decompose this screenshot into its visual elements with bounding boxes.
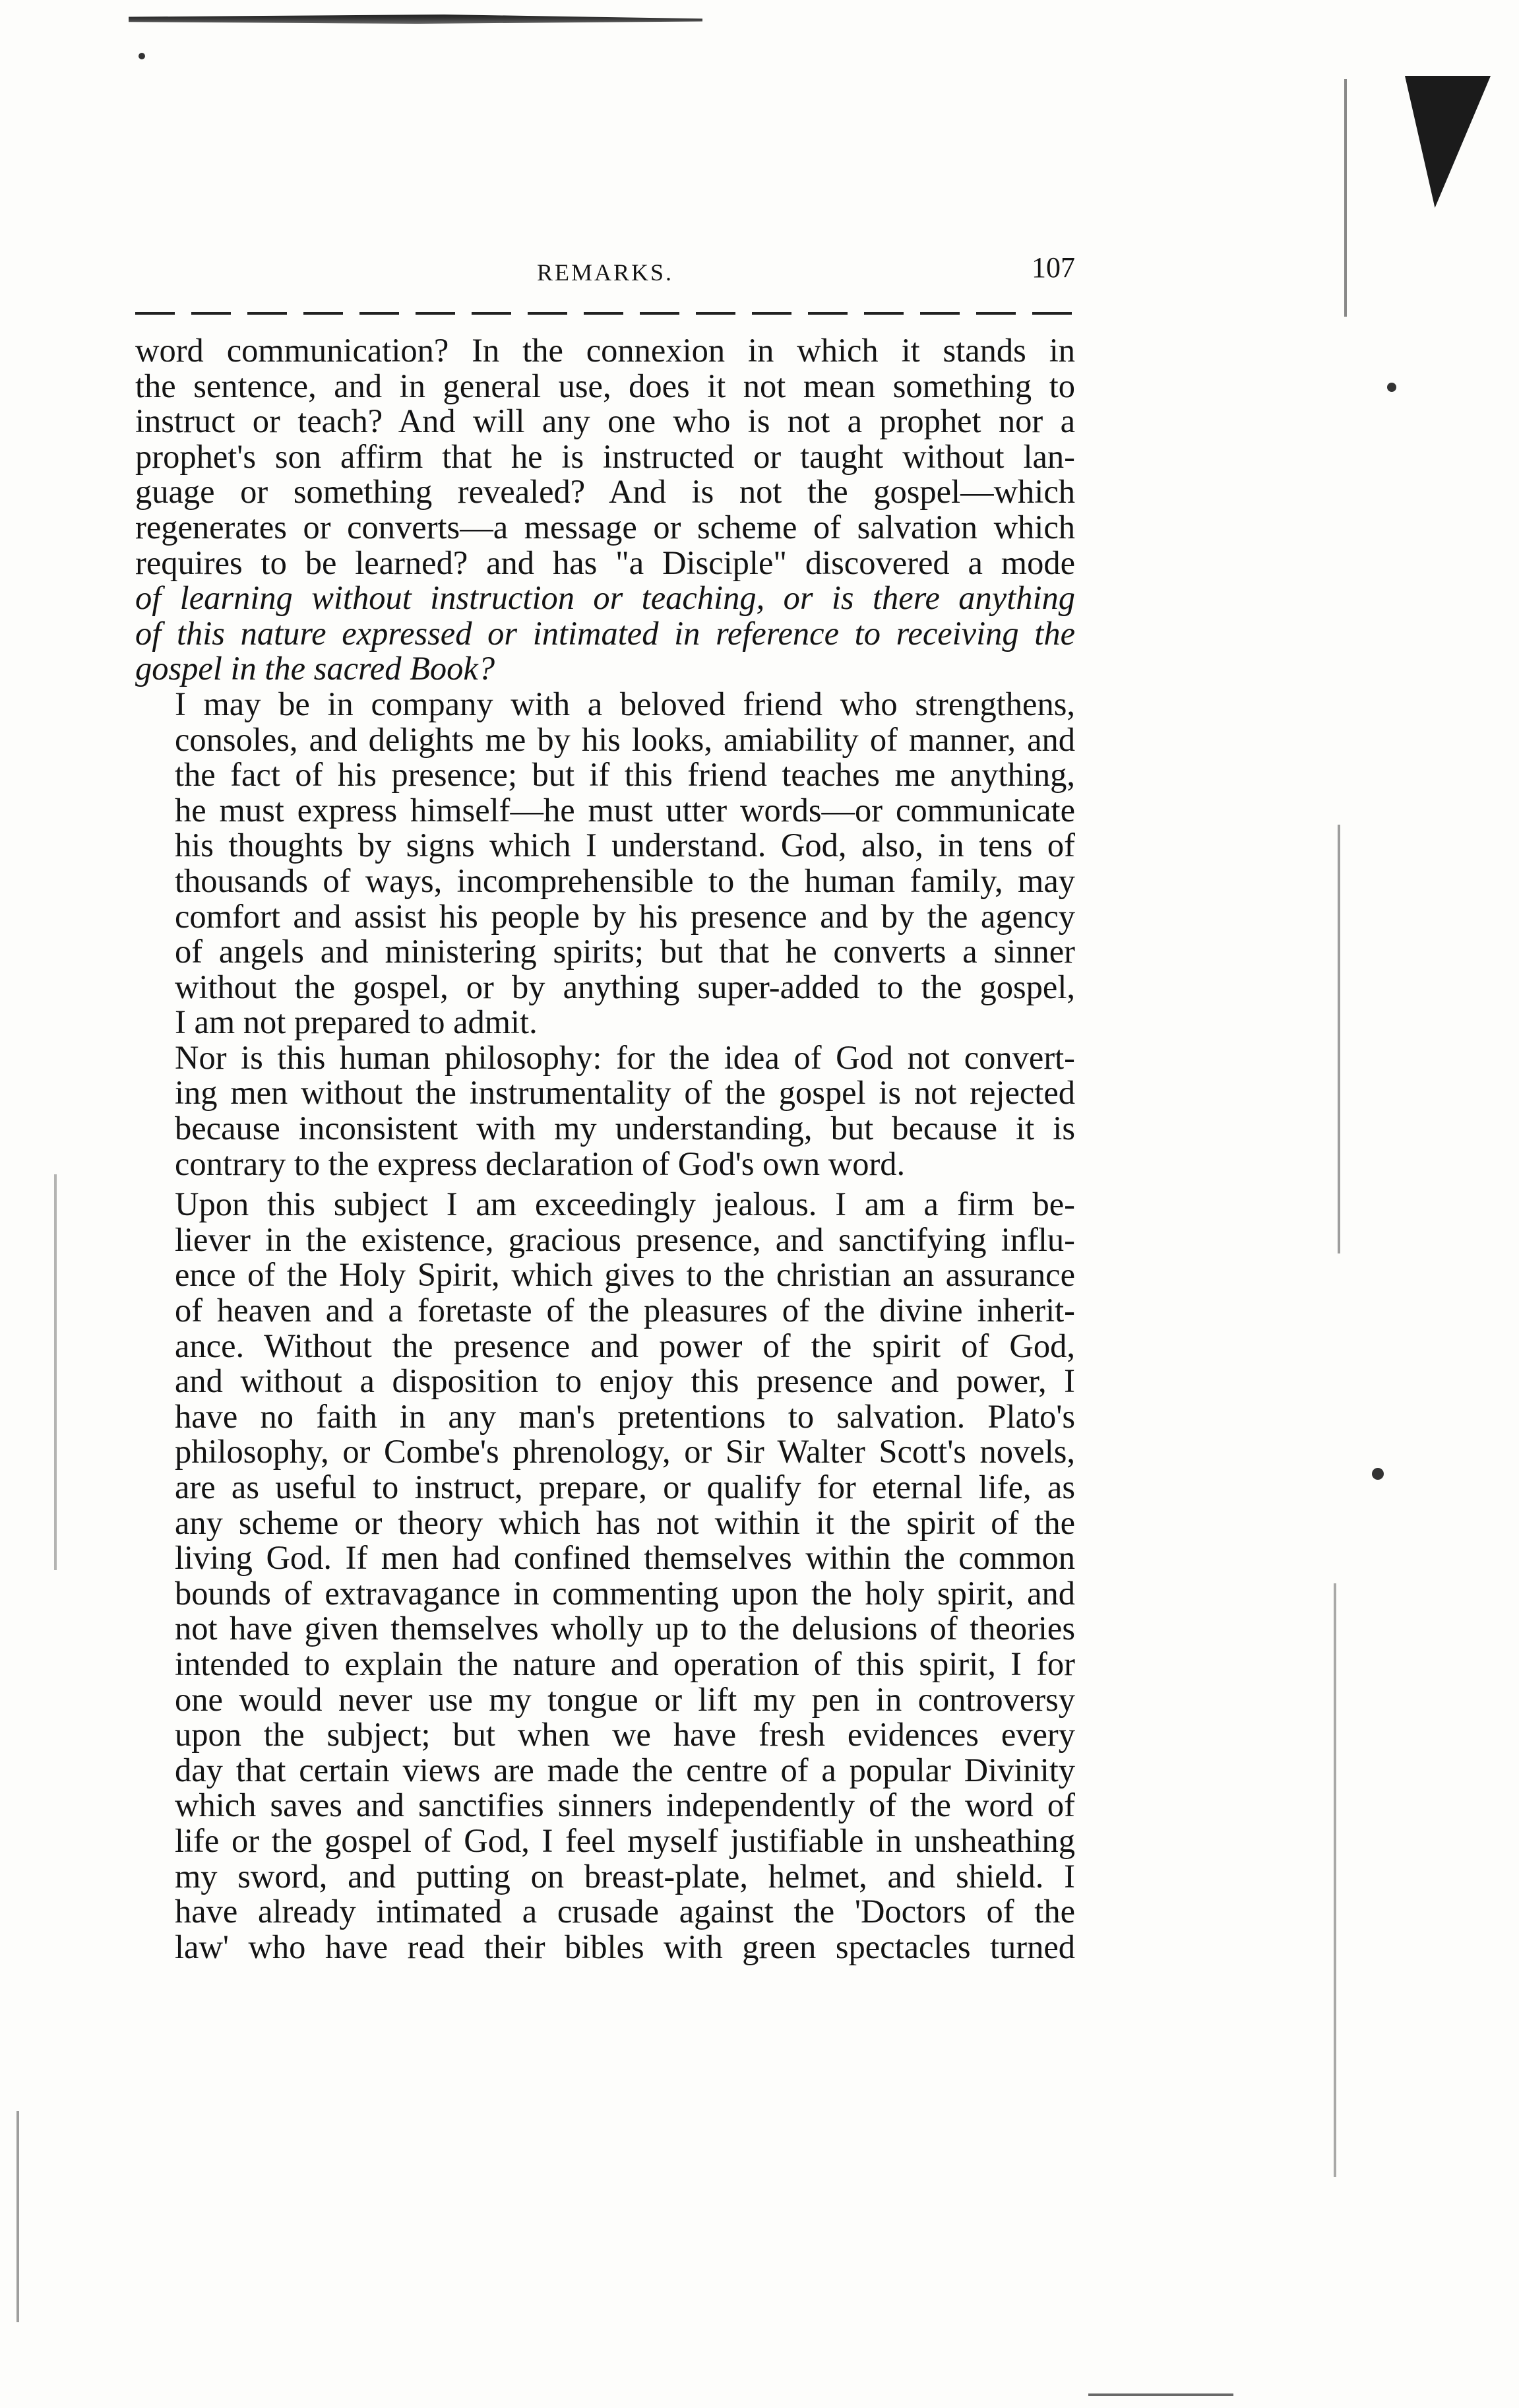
text-line: regenerates or converts—a message or scheme of salvation which	[135, 508, 1075, 546]
text-line: because inconsistent with my understanding, but because it is	[175, 1110, 1075, 1147]
text-line: of heaven and a foretaste of the pleasures of the divine inherit-	[175, 1292, 1075, 1329]
page-header	[135, 251, 1075, 290]
text-line: instruct or teach? And will any one who is not a prophet nor a	[135, 402, 1075, 440]
paragraph	[135, 333, 1075, 687]
scan-edge-mark-right	[1338, 825, 1340, 1253]
scan-edge-mark-top	[129, 15, 702, 24]
text-line: comfort and assist his people by his presence and by the agency	[175, 897, 1075, 935]
text-line: my sword, and putting on breast-plate, helmet, and shield. I	[175, 1857, 1075, 1895]
text-line: upon the subject; but when we have fresh evidences every	[175, 1716, 1075, 1754]
text-line: have no faith in any man's pretentions to salvation. Plato's	[175, 1397, 1075, 1435]
scan-edge-mark-left	[16, 2111, 19, 2322]
scan-speck	[139, 53, 145, 59]
text-line: of this nature expressed or intimated in reference to receiving the	[135, 614, 1075, 652]
text-line: Upon this subject I am exceedingly jealous. I am a firm be-	[175, 1186, 1075, 1223]
text-line: one would never use my tongue or lift my pen in controversy	[175, 1680, 1075, 1718]
text-line: I am not prepared to admit.	[175, 1003, 538, 1041]
text-line: consoles, and delights me by his looks, amiability of manner, and	[175, 720, 1075, 758]
text-line: law' who have read their bibles with green spectacles turned	[175, 1928, 1075, 1965]
page-number: 107	[1032, 251, 1075, 284]
text-line: his thoughts by signs which I understand. God, also, in tens of	[175, 827, 1075, 864]
text-line: of learning without instruction or teaching, or is there anything	[135, 579, 1075, 617]
text-line: and without a disposition to enjoy this presence and power, I	[175, 1362, 1075, 1400]
text-line: without the gospel, or by anything super-added to the gospel,	[175, 968, 1075, 1005]
text-line: have already intimated a crusade against the 'Doctors of the	[175, 1893, 1075, 1930]
text-line: not have given themselves wholly up to the delusions of theories	[175, 1610, 1075, 1647]
paragraph	[135, 687, 1075, 1040]
text-line: day that certain views are made the centre of a popular Divinity	[175, 1751, 1075, 1789]
scan-edge-mark-left	[54, 1174, 57, 1570]
text-line: any scheme or theory which has not within it the spirit of the	[175, 1504, 1075, 1541]
text-line: prophet's son affirm that he is instructed or taught without lan-	[135, 437, 1075, 475]
text-line: guage or something revealed? And is not the gospel—which	[135, 473, 1075, 511]
text-line: word communication? In the connexion in which it stands in	[135, 332, 1075, 369]
body-text	[135, 333, 1075, 1965]
text-line: philosophy, or Combe's phrenology, or Sir Walter Scott's novels,	[175, 1433, 1075, 1471]
text-line: Nor is this human philosophy: for the idea of God not convert-	[175, 1038, 1075, 1076]
text-line: requires to be learned? and has "a Disciple" discovered a mode	[135, 544, 1075, 581]
text-line: the fact of his presence; but if this friend teaches me anything,	[175, 756, 1075, 794]
text-line: I may be in company with a beloved friend who strengthens,	[175, 685, 1075, 722]
text-line: contrary to the express declaration of God's own word.	[175, 1145, 906, 1182]
text-line: life or the gospel of God, I feel myself justifiable in unsheathing	[175, 1822, 1075, 1859]
text-line: liever in the existence, gracious presence, and sanctifying influ-	[175, 1220, 1075, 1258]
text-line: which saves and sanctifies sinners independently of the word of	[175, 1787, 1075, 1824]
text-line: intended to explain the nature and operation of this spirit, I for	[175, 1645, 1075, 1682]
running-head: REMARKS.	[536, 259, 674, 286]
text-line: the sentence, and in general use, does it not mean something to	[135, 367, 1075, 404]
scan-edge-mark-right	[1344, 79, 1347, 317]
scan-edge-mark-bottom	[1088, 2393, 1233, 2396]
text-line: living God. If men had confined themselves within the common	[175, 1539, 1075, 1577]
scan-edge-mark-right	[1334, 1583, 1336, 2177]
paragraph	[135, 1040, 1075, 1182]
scan-corner-shadow	[1405, 76, 1491, 208]
paragraph	[135, 1187, 1075, 1965]
text-line: gospel in the sacred Book?	[135, 650, 495, 687]
text-line: bounds of extravagance in commenting upon the holy spirit, and	[175, 1574, 1075, 1612]
text-line: he must express himself—he must utter words—or communicate	[175, 791, 1075, 829]
scan-speck	[1387, 383, 1396, 392]
text-line: of angels and ministering spirits; but that he converts a sinner	[175, 933, 1075, 970]
header-rule	[135, 310, 1075, 317]
text-line: thousands of ways, incomprehensible to the human family, may	[175, 862, 1075, 899]
text-line: ence of the Holy Spirit, which gives to the christian an assurance	[175, 1256, 1075, 1294]
text-line: ing men without the instrumentality of the gospel is not rejected	[175, 1074, 1075, 1112]
scan-speck	[1372, 1468, 1384, 1480]
text-line: are as useful to instruct, prepare, or qualify for eternal life, as	[175, 1469, 1075, 1505]
text-line: ance. Without the presence and power of the spirit of God,	[175, 1327, 1075, 1364]
